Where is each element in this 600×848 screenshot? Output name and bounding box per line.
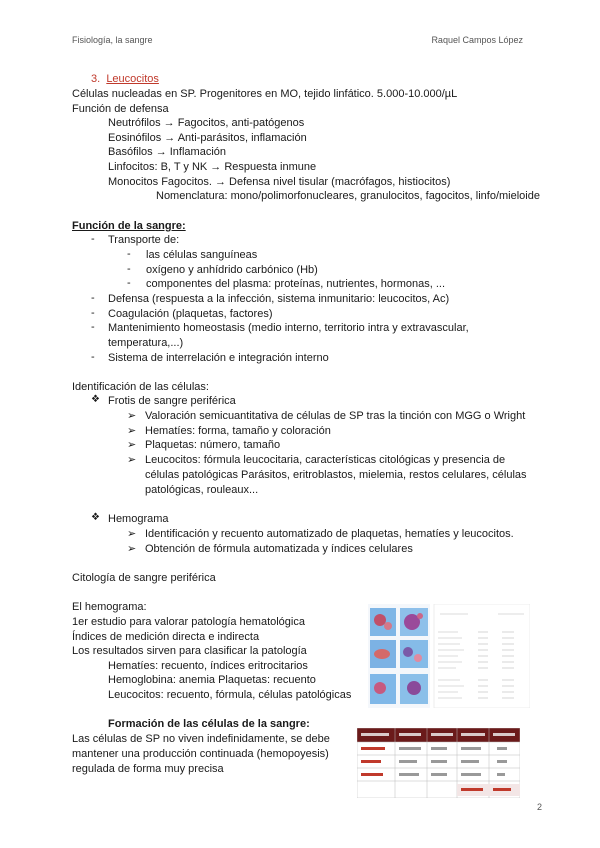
hemograma-indented: Hemoglobina: anemia Plaquetas: recuento	[108, 674, 316, 686]
frotis-item: Valoración semicuantitativa de células de SP tras la tinción con MGG o Wright	[145, 410, 526, 422]
hemograma-line: El hemograma:	[72, 601, 147, 613]
leucocito-item: Neutrófilos → Fagocitos, anti-patógenos	[108, 117, 305, 129]
funcion-item-continued: temperatura,...)	[108, 337, 184, 349]
hemograma-figure	[368, 604, 530, 708]
leucocito-item: Eosinófilos → Anti-parásitos, inflamación	[108, 132, 307, 144]
dash-bullet: -	[127, 263, 131, 275]
formacion-table-figure	[357, 728, 520, 798]
frotis-item-continued: células patológicas Parásitos, eritroblastos, mielemia, restos celulares, células	[145, 469, 527, 481]
hemograma-item: Obtención de fórmula automatizada y índices celulares	[145, 543, 413, 555]
transporte-item: componentes del plasma: proteínas, nutrientes, hormonas, ...	[146, 278, 445, 290]
section-heading-leucocitos	[91, 72, 159, 86]
dash-bullet: -	[91, 307, 95, 319]
frotis-item: Hematíes: forma, tamaño y coloración	[145, 425, 331, 437]
formacion-title: Formación de las células de la sangre:	[108, 718, 310, 730]
arrow-bullet-icon: ➢	[127, 528, 137, 540]
leucocito-item: Monocitos Fagocitos. → Defensa nivel tisular (macrófagos, histiocitos)	[108, 176, 451, 188]
hemograma-figure-image	[368, 604, 530, 708]
hemograma-label: Hemograma	[108, 513, 169, 525]
diamond-bullet-icon: ❖	[91, 394, 100, 405]
arrow-bullet-icon: ➢	[127, 439, 137, 451]
dash-bullet: -	[91, 233, 95, 245]
transporte-item: las células sanguíneas	[146, 249, 258, 261]
header-left: Fisiología, la sangre	[72, 35, 153, 45]
arrow-bullet-icon: ➢	[127, 454, 137, 466]
diamond-bullet-icon: ❖	[91, 512, 100, 523]
transporte-item: oxígeno y anhídrido carbónico (Hb)	[146, 264, 318, 276]
identificacion-title: Identificación de las células:	[72, 381, 209, 393]
dash-bullet: -	[127, 248, 131, 260]
formacion-line: regulada de forma muy precisa	[72, 763, 224, 775]
hemograma-line: Índices de medición directa e indirecta	[72, 631, 260, 643]
header-right: Raquel Campos López	[431, 35, 523, 45]
section-title: Leucocitos	[106, 73, 159, 85]
formacion-line: Las células de SP no viven indefinidamente, se debe	[72, 733, 330, 745]
funcion-item: Defensa (respuesta a la infección, sistema inmunitario: leucocitos, Ac)	[108, 293, 450, 305]
citologia-title: Citología de sangre periférica	[72, 572, 216, 584]
dash-bullet: -	[91, 292, 95, 304]
transporte-label: Transporte de:	[108, 234, 180, 246]
leucocito-item: Linfocitos: B, T y NK → Respuesta inmune	[108, 161, 317, 173]
hemograma-line: Los resultados sirven para clasificar la patología	[72, 645, 307, 657]
nomenclatura-text: Nomenclatura: mono/polimorfonucleares, granulocitos, fagocitos, linfo/mieloide	[156, 190, 540, 202]
dash-bullet: -	[91, 321, 95, 333]
frotis-item: Leucocitos: fórmula leucocitaria, características citológicas y presencia de	[145, 454, 506, 466]
frotis-item: Plaquetas: número, tamaño	[145, 439, 281, 451]
formacion-line: mantener una producción continuada (hemopoyesis)	[72, 748, 329, 760]
hemograma-item: Identificación y recuento automatizado de plaquetas, hematíes y leucocitos.	[145, 528, 514, 540]
arrow-bullet-icon: ➢	[127, 410, 137, 422]
leucocitos-intro: Células nucleadas en SP. Progenitores en MO, tejido linfático. 5.000-10.000/µL	[72, 88, 458, 100]
dash-bullet: -	[91, 351, 95, 363]
hemograma-indented: Leucocitos: recuento, fórmula, células patológicas	[108, 689, 352, 701]
funcion-item: Coagulación (plaquetas, factores)	[108, 308, 273, 320]
page-number: 2	[536, 802, 542, 812]
section-number: 3.	[91, 73, 101, 85]
leucocito-item: Basófilos → Inflamación	[108, 146, 226, 158]
funcion-defensa-label: Función de defensa	[72, 103, 169, 115]
hemograma-line: 1er estudio para valorar patología hematológica	[72, 616, 305, 628]
frotis-label: Frotis de sangre periférica	[108, 395, 236, 407]
arrow-bullet-icon: ➢	[127, 425, 137, 437]
hemograma-indented: Hematíes: recuento, índices eritrocitarios	[108, 660, 308, 672]
funcion-sangre-title: Función de la sangre:	[72, 220, 186, 232]
dash-bullet: -	[127, 277, 131, 289]
formacion-table-image	[357, 728, 520, 798]
arrow-bullet-icon: ➢	[127, 543, 137, 555]
funcion-item: Mantenimiento homeostasis (medio interno, territorio intra y extravascular,	[108, 322, 469, 334]
frotis-item-continued: patológicas, rouleaux...	[145, 484, 259, 496]
funcion-item: Sistema de interrelación e integración interno	[108, 352, 329, 364]
